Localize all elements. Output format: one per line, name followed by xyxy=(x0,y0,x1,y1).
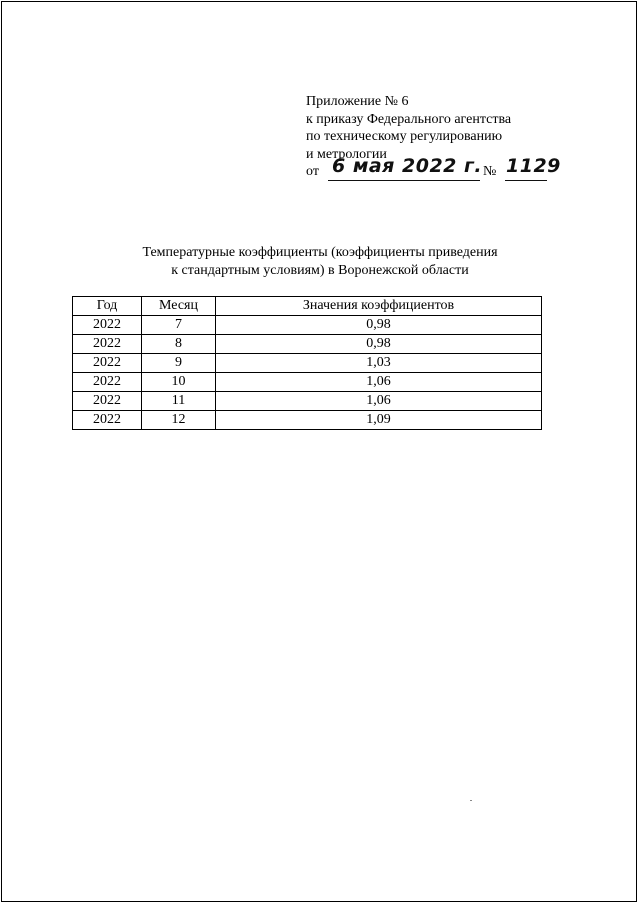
cell-year: 2022 xyxy=(73,354,142,373)
header-values: Значения коэффициентов xyxy=(216,297,542,316)
handwritten-number: 1129 xyxy=(506,155,561,177)
date-prefix: от xyxy=(306,164,319,179)
cell-value: 1,03 xyxy=(216,354,542,373)
cell-month: 9 xyxy=(142,354,216,373)
table-row xyxy=(73,411,542,430)
cell-year: 2022 xyxy=(73,392,142,411)
coefficients-table xyxy=(72,296,542,430)
annex-agency-line: по техническому регулированию xyxy=(306,129,503,144)
table-row xyxy=(73,373,542,392)
header-year: Год xyxy=(73,297,142,316)
number-prefix: № xyxy=(483,164,497,179)
cell-month: 12 xyxy=(142,411,216,430)
table-row xyxy=(73,354,542,373)
title-line-1: Температурные коэффициенты (коэффициенты приведения xyxy=(142,245,498,260)
scan-speck xyxy=(470,800,472,801)
annex-title: Приложение № 6 xyxy=(306,94,409,109)
cell-month: 7 xyxy=(142,316,216,335)
table-row xyxy=(73,392,542,411)
cell-month: 11 xyxy=(142,392,216,411)
header-month: Месяц xyxy=(142,297,216,316)
cell-value: 1,06 xyxy=(216,392,542,411)
handwritten-date: 6 мая 2022 г. xyxy=(332,155,483,177)
cell-month: 8 xyxy=(142,335,216,354)
number-underline xyxy=(505,180,547,181)
table-row xyxy=(73,335,542,354)
table-header-row xyxy=(73,297,542,316)
annex-date-line xyxy=(306,155,561,183)
cell-month: 10 xyxy=(142,373,216,392)
title-line-2: к стандартным условиям) в Воронежской области xyxy=(171,263,469,278)
annex-order-line: к приказу Федерального агентства xyxy=(306,111,512,127)
table-row xyxy=(73,316,542,335)
cell-value: 1,09 xyxy=(216,411,542,430)
cell-value: 0,98 xyxy=(216,316,542,335)
cell-year: 2022 xyxy=(73,373,142,392)
cell-year: 2022 xyxy=(73,316,142,335)
document-title xyxy=(110,244,530,280)
cell-value: 0,98 xyxy=(216,335,542,354)
date-underline xyxy=(328,180,480,181)
annex-block xyxy=(306,93,561,183)
cell-year: 2022 xyxy=(73,335,142,354)
annex-agency-line-2: и метрологии xyxy=(306,146,387,162)
cell-value: 1,06 xyxy=(216,373,542,392)
cell-year: 2022 xyxy=(73,411,142,430)
